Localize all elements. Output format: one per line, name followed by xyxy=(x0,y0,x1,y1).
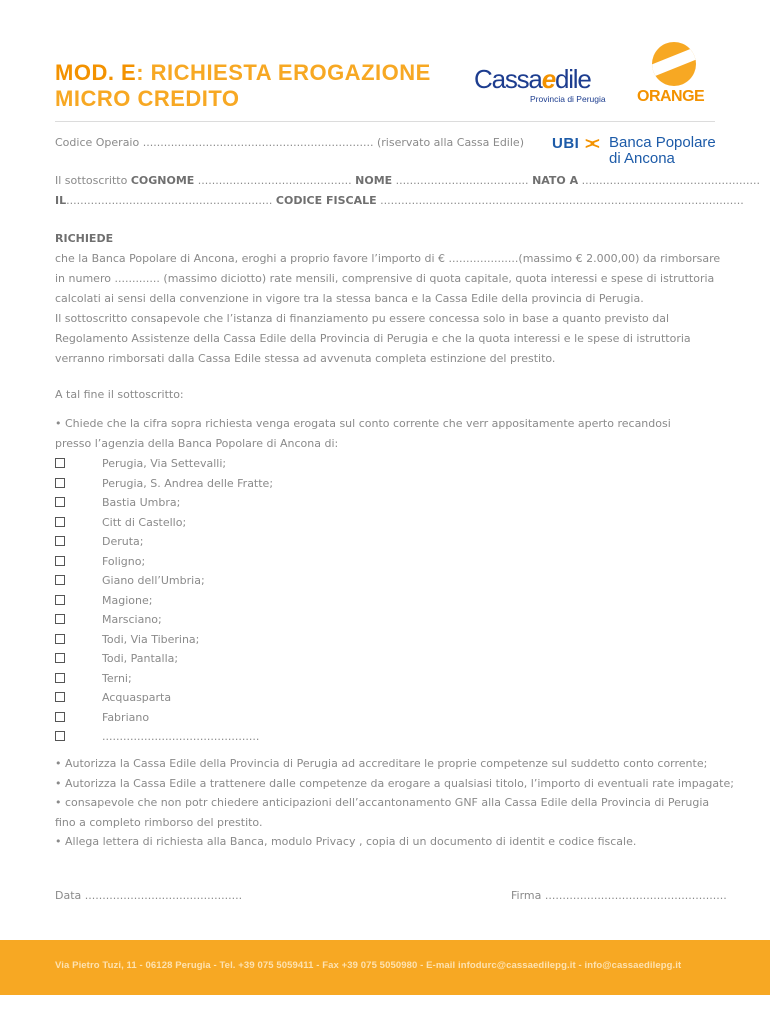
branch-label: Perugia, S. Andrea delle Fratte; xyxy=(102,476,274,490)
paragraph-line: Regolamento Assistenze della Cassa Edile della Provincia di Perugia e che la quota interessi e le spese di istruttoria xyxy=(55,332,691,345)
branch-label: Todi, Pantalla; xyxy=(102,652,179,665)
richiede-paragraph xyxy=(55,249,720,369)
branch-option[interactable] xyxy=(55,630,355,650)
paragraph-line: Il sottoscritto consapevole che l’istanza di finanziamento pu essere concessa solo in base a quanto previsto dal xyxy=(55,312,670,325)
checkbox[interactable] xyxy=(55,517,65,527)
branch-label: Acquasparta xyxy=(102,691,172,704)
page-title xyxy=(55,60,455,112)
branch-label: Deruta; xyxy=(102,535,144,548)
logo-cassa-part-b: dile xyxy=(554,64,591,94)
ubi-bank-logo xyxy=(552,133,722,169)
chiede-paragraph xyxy=(55,414,671,454)
branch-option[interactable] xyxy=(55,571,355,591)
sottoscritto-line xyxy=(55,171,760,191)
il-cf-line xyxy=(55,191,744,211)
paragraph-line: in numero ............. (massimo diciotto) rate mensili, comprensive di quota capitale, quota interessi e spese di istruttoria xyxy=(55,272,715,285)
paragraph-line: verranno rimborsati dalla Cassa Edile stessa ad avvenuta completa estinzione del prestito. xyxy=(55,352,556,365)
branch-option-other[interactable] xyxy=(55,727,355,747)
logo-ubi-mark-icon: >< xyxy=(585,134,595,153)
branch-option[interactable] xyxy=(55,493,355,513)
codice-operaio-line: Codice Operaio .................................................................. (riservato alla Cassa Edile) xyxy=(55,136,524,149)
footer-bar xyxy=(0,940,770,995)
branch-option[interactable] xyxy=(55,688,355,708)
bullet-line: • Autorizza la Cassa Edile della Provincia di Perugia ad accreditare le proprie competenze sul suddetto conto corrente; xyxy=(55,757,708,770)
cassa-edile-logo xyxy=(474,62,614,108)
bullet-line: • Autorizza la Cassa Edile a trattenere dalle competenze da erogare a qualsiasi titolo, l’importo di eventuali rate impagate; xyxy=(55,776,734,790)
branch-option[interactable] xyxy=(55,649,355,669)
branch-label: Giano dell’Umbria; xyxy=(102,574,205,587)
bullet-line: fino a completo rimborso del prestito. xyxy=(55,815,263,829)
logo-cassa-part-e: e xyxy=(541,64,555,94)
branch-label: Citt di Castello; xyxy=(102,515,187,529)
checkbox[interactable] xyxy=(55,556,65,566)
checkbox[interactable] xyxy=(55,653,65,663)
checkbox[interactable] xyxy=(55,458,65,468)
data-field[interactable]: Data ............................................. xyxy=(55,889,243,902)
checkbox[interactable] xyxy=(55,634,65,644)
branch-option[interactable] xyxy=(55,708,355,728)
cf-label: CODICE FISCALE xyxy=(275,194,377,207)
nome-label: NOME xyxy=(355,174,393,187)
title-line2: MICRO CREDITO xyxy=(55,86,240,111)
logo-cassa-part-a: Cassa xyxy=(474,64,542,94)
il-field[interactable]: ........................................................... xyxy=(66,194,276,207)
checkbox[interactable] xyxy=(55,536,65,546)
checkbox[interactable] xyxy=(55,478,65,488)
nome-field[interactable]: ...................................... xyxy=(392,174,533,187)
logo-bank-line2: di Ancona xyxy=(609,150,675,167)
cognome-field[interactable]: ............................................ xyxy=(194,174,356,187)
a-tal-fine-line: A tal fine il sottoscritto: xyxy=(55,388,184,401)
branch-option[interactable] xyxy=(55,474,355,494)
branch-label: Bastia Umbra; xyxy=(102,496,181,509)
cf-field[interactable]: ........................................................................................................ xyxy=(376,194,744,207)
branch-option[interactable] xyxy=(55,454,355,474)
branch-label: Terni; xyxy=(102,671,132,685)
checkbox[interactable] xyxy=(55,673,65,683)
branch-option[interactable] xyxy=(55,532,355,552)
bullet-line: • consapevole che non potr chiedere anticipazioni dell’accantonamento GNF alla Cassa Edile della Provincia di Perugia xyxy=(55,796,710,809)
header-divider xyxy=(55,121,715,122)
branch-label: Todi, Via Tiberina; xyxy=(102,632,200,646)
paragraph-line: calcolati ai sensi della convenzione in vigore tra la stessa banca e la Cassa Edile della provincia di Perugia. xyxy=(55,292,644,305)
logo-orange-text: ORANGE xyxy=(637,88,705,105)
branch-label: Fabriano xyxy=(102,710,150,724)
nato-field[interactable]: ................................................... xyxy=(578,174,760,187)
branch-option[interactable] xyxy=(55,610,355,630)
sottoscritto-label: Il sottoscritto xyxy=(55,174,131,187)
il-label: IL xyxy=(55,194,67,207)
checkbox[interactable] xyxy=(55,712,65,722)
logo-cassa-subtitle: Provincia di Perugia xyxy=(530,94,606,104)
firma-field[interactable]: Firma .................................................... xyxy=(511,889,727,902)
branch-option[interactable] xyxy=(55,669,355,689)
branch-option[interactable] xyxy=(55,591,355,611)
footer-contacts: Via Pietro Tuzi, 11 - 06128 Perugia - Tel. +39 075 5059411 - Fax +39 075 5050980 - E-mail infodurc@cassaedilepg.it - info@cassaedilepg.it xyxy=(55,960,682,971)
branch-option[interactable] xyxy=(55,552,355,572)
orange-ball-icon xyxy=(652,42,696,86)
checkbox[interactable] xyxy=(55,575,65,585)
checkbox[interactable] xyxy=(55,614,65,624)
orange-logo xyxy=(635,42,719,110)
branch-option[interactable] xyxy=(55,513,355,533)
bullet-line: • Allega lettera di richiesta alla Banca, modulo Privacy , copia di un documento di identit e codice fiscale. xyxy=(55,835,637,848)
authorizations-list xyxy=(55,754,734,852)
logo-ubi-text: UBI xyxy=(552,135,580,152)
branch-label: Foligno; xyxy=(102,554,146,568)
nato-label: NATO A xyxy=(532,174,579,187)
branch-label: Perugia, Via Settevalli; xyxy=(102,457,227,470)
paragraph-line: • Chiede che la cifra sopra richiesta venga erogata sul conto corrente che verr appositamente aperto recandosi xyxy=(55,417,671,430)
paragraph-line: presso l’agenzia della Banca Popolare di Ancona di: xyxy=(55,437,339,450)
richiede-heading: RICHIEDE xyxy=(55,232,114,245)
branch-label: Magione; xyxy=(102,593,153,607)
branch-other-field[interactable]: ............................................. xyxy=(102,730,260,743)
title-rest: : RICHIESTA EROGAZIONE xyxy=(136,60,431,85)
paragraph-line: che la Banca Popolare di Ancona, eroghi a proprio favore l’importo di € ....................(massimo € 2.000,00) da rimborsare xyxy=(55,252,721,265)
checkbox[interactable] xyxy=(55,731,65,741)
branch-label: Marsciano; xyxy=(102,613,162,626)
title-prefix: MOD. E xyxy=(55,60,137,85)
logo-bank-line1: Banca Popolare xyxy=(609,134,716,151)
checkbox[interactable] xyxy=(55,497,65,507)
checkbox[interactable] xyxy=(55,595,65,605)
cognome-label: COGNOME xyxy=(130,174,195,187)
checkbox[interactable] xyxy=(55,692,65,702)
